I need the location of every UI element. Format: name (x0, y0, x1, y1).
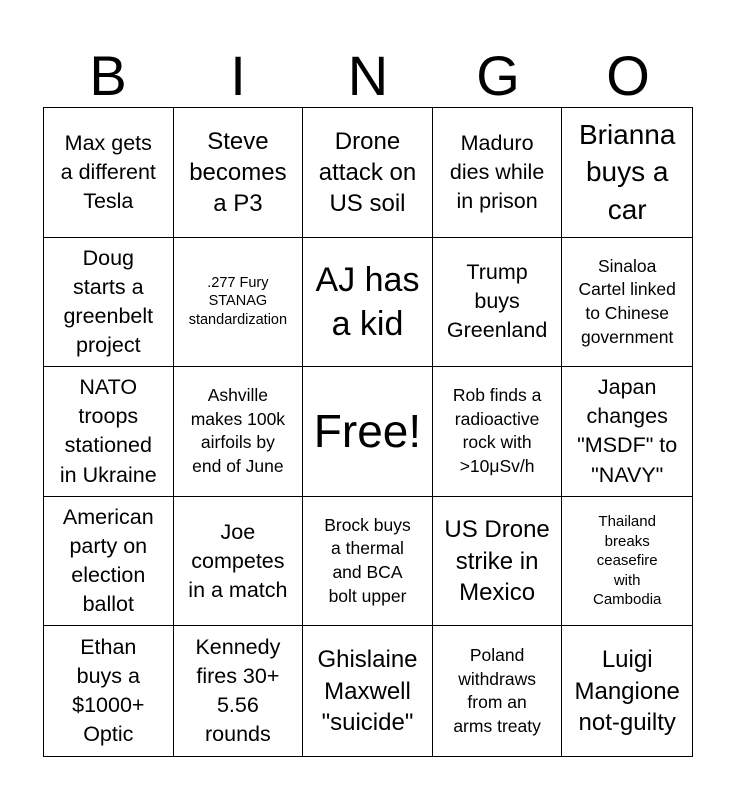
bingo-cell[interactable] (174, 108, 304, 238)
bingo-cell[interactable] (303, 497, 433, 627)
cell-text: Steve becomes a P3 (189, 127, 287, 217)
bingo-card-grid (43, 107, 693, 757)
bingo-cell[interactable] (44, 108, 174, 238)
cell-text: AJ has a kid (315, 260, 420, 343)
bingo-cell[interactable] (303, 626, 433, 756)
bingo-cell[interactable] (44, 238, 174, 368)
cell-text: Kennedy fires 30+ 5.56 rounds (195, 635, 281, 747)
bingo-cell[interactable] (562, 497, 692, 627)
header-letter-g: G (476, 44, 520, 107)
cell-text: Ethan buys a $1000+ Optic (72, 635, 145, 747)
cell-text: Thailand breaks ceasefire with Cambodia (593, 513, 662, 609)
bingo-cell[interactable] (433, 238, 563, 368)
bingo-cell[interactable] (433, 367, 563, 497)
bingo-cell[interactable] (303, 238, 433, 368)
bingo-cell[interactable] (174, 626, 304, 756)
bingo-cell[interactable] (44, 367, 174, 497)
cell-text: Luigi Mangione not-guilty (574, 646, 680, 736)
bingo-cell[interactable] (44, 626, 174, 756)
cell-text: Brianna buys a car (578, 118, 676, 226)
cell-text: Free! (313, 405, 422, 458)
cell-text: Rob finds a radioactive rock with >10μSv/h (452, 385, 542, 477)
bingo-cell[interactable] (562, 108, 692, 238)
bingo-cell[interactable] (433, 108, 563, 238)
cell-text: Doug starts a greenbelt project (63, 245, 154, 357)
header-letter-o: O (606, 44, 650, 107)
cell-text: Sinaloa Cartel linked to Chinese government (578, 255, 676, 347)
header-letter-b: B (89, 44, 127, 107)
bingo-cell[interactable] (44, 497, 174, 627)
bingo-cell[interactable] (303, 108, 433, 238)
bingo-cell[interactable] (562, 238, 692, 368)
bingo-cell[interactable] (562, 626, 692, 756)
cell-text: Ghislaine Maxwell "suicide" (317, 646, 418, 736)
header-letter-n: N (347, 44, 389, 107)
bingo-cell[interactable] (433, 497, 563, 627)
bingo-cell[interactable] (562, 367, 692, 497)
bingo-cell[interactable] (174, 238, 304, 368)
bingo-cell[interactable] (433, 626, 563, 756)
free-space[interactable] (303, 367, 433, 497)
bingo-cell[interactable] (174, 497, 304, 627)
cell-text: Drone attack on US soil (318, 127, 417, 217)
bingo-cell[interactable] (174, 367, 304, 497)
bingo-header (43, 46, 693, 106)
cell-text: Max gets a different Tesla (60, 130, 156, 213)
cell-text: .277 Fury STANAG standardization (188, 274, 288, 329)
cell-text: US Drone strike in Mexico (444, 516, 550, 606)
cell-text: Joe competes in a match (188, 519, 288, 602)
header-letter-i: I (230, 44, 246, 107)
cell-text: American party on election ballot (62, 505, 154, 617)
cell-text: Trump buys Greenland (446, 260, 548, 343)
cell-text: Japan changes "MSDF" to "NAVY" (577, 375, 678, 487)
cell-text: NATO troops stationed in Ukraine (59, 375, 157, 487)
cell-text: Ashville makes 100k airfoils by end of June (190, 385, 286, 477)
cell-text: Brock buys a thermal and BCA bolt upper (324, 514, 411, 606)
cell-text: Maduro dies while in prison (449, 130, 545, 213)
cell-text: Poland withdraws from an arms treaty (453, 644, 541, 736)
